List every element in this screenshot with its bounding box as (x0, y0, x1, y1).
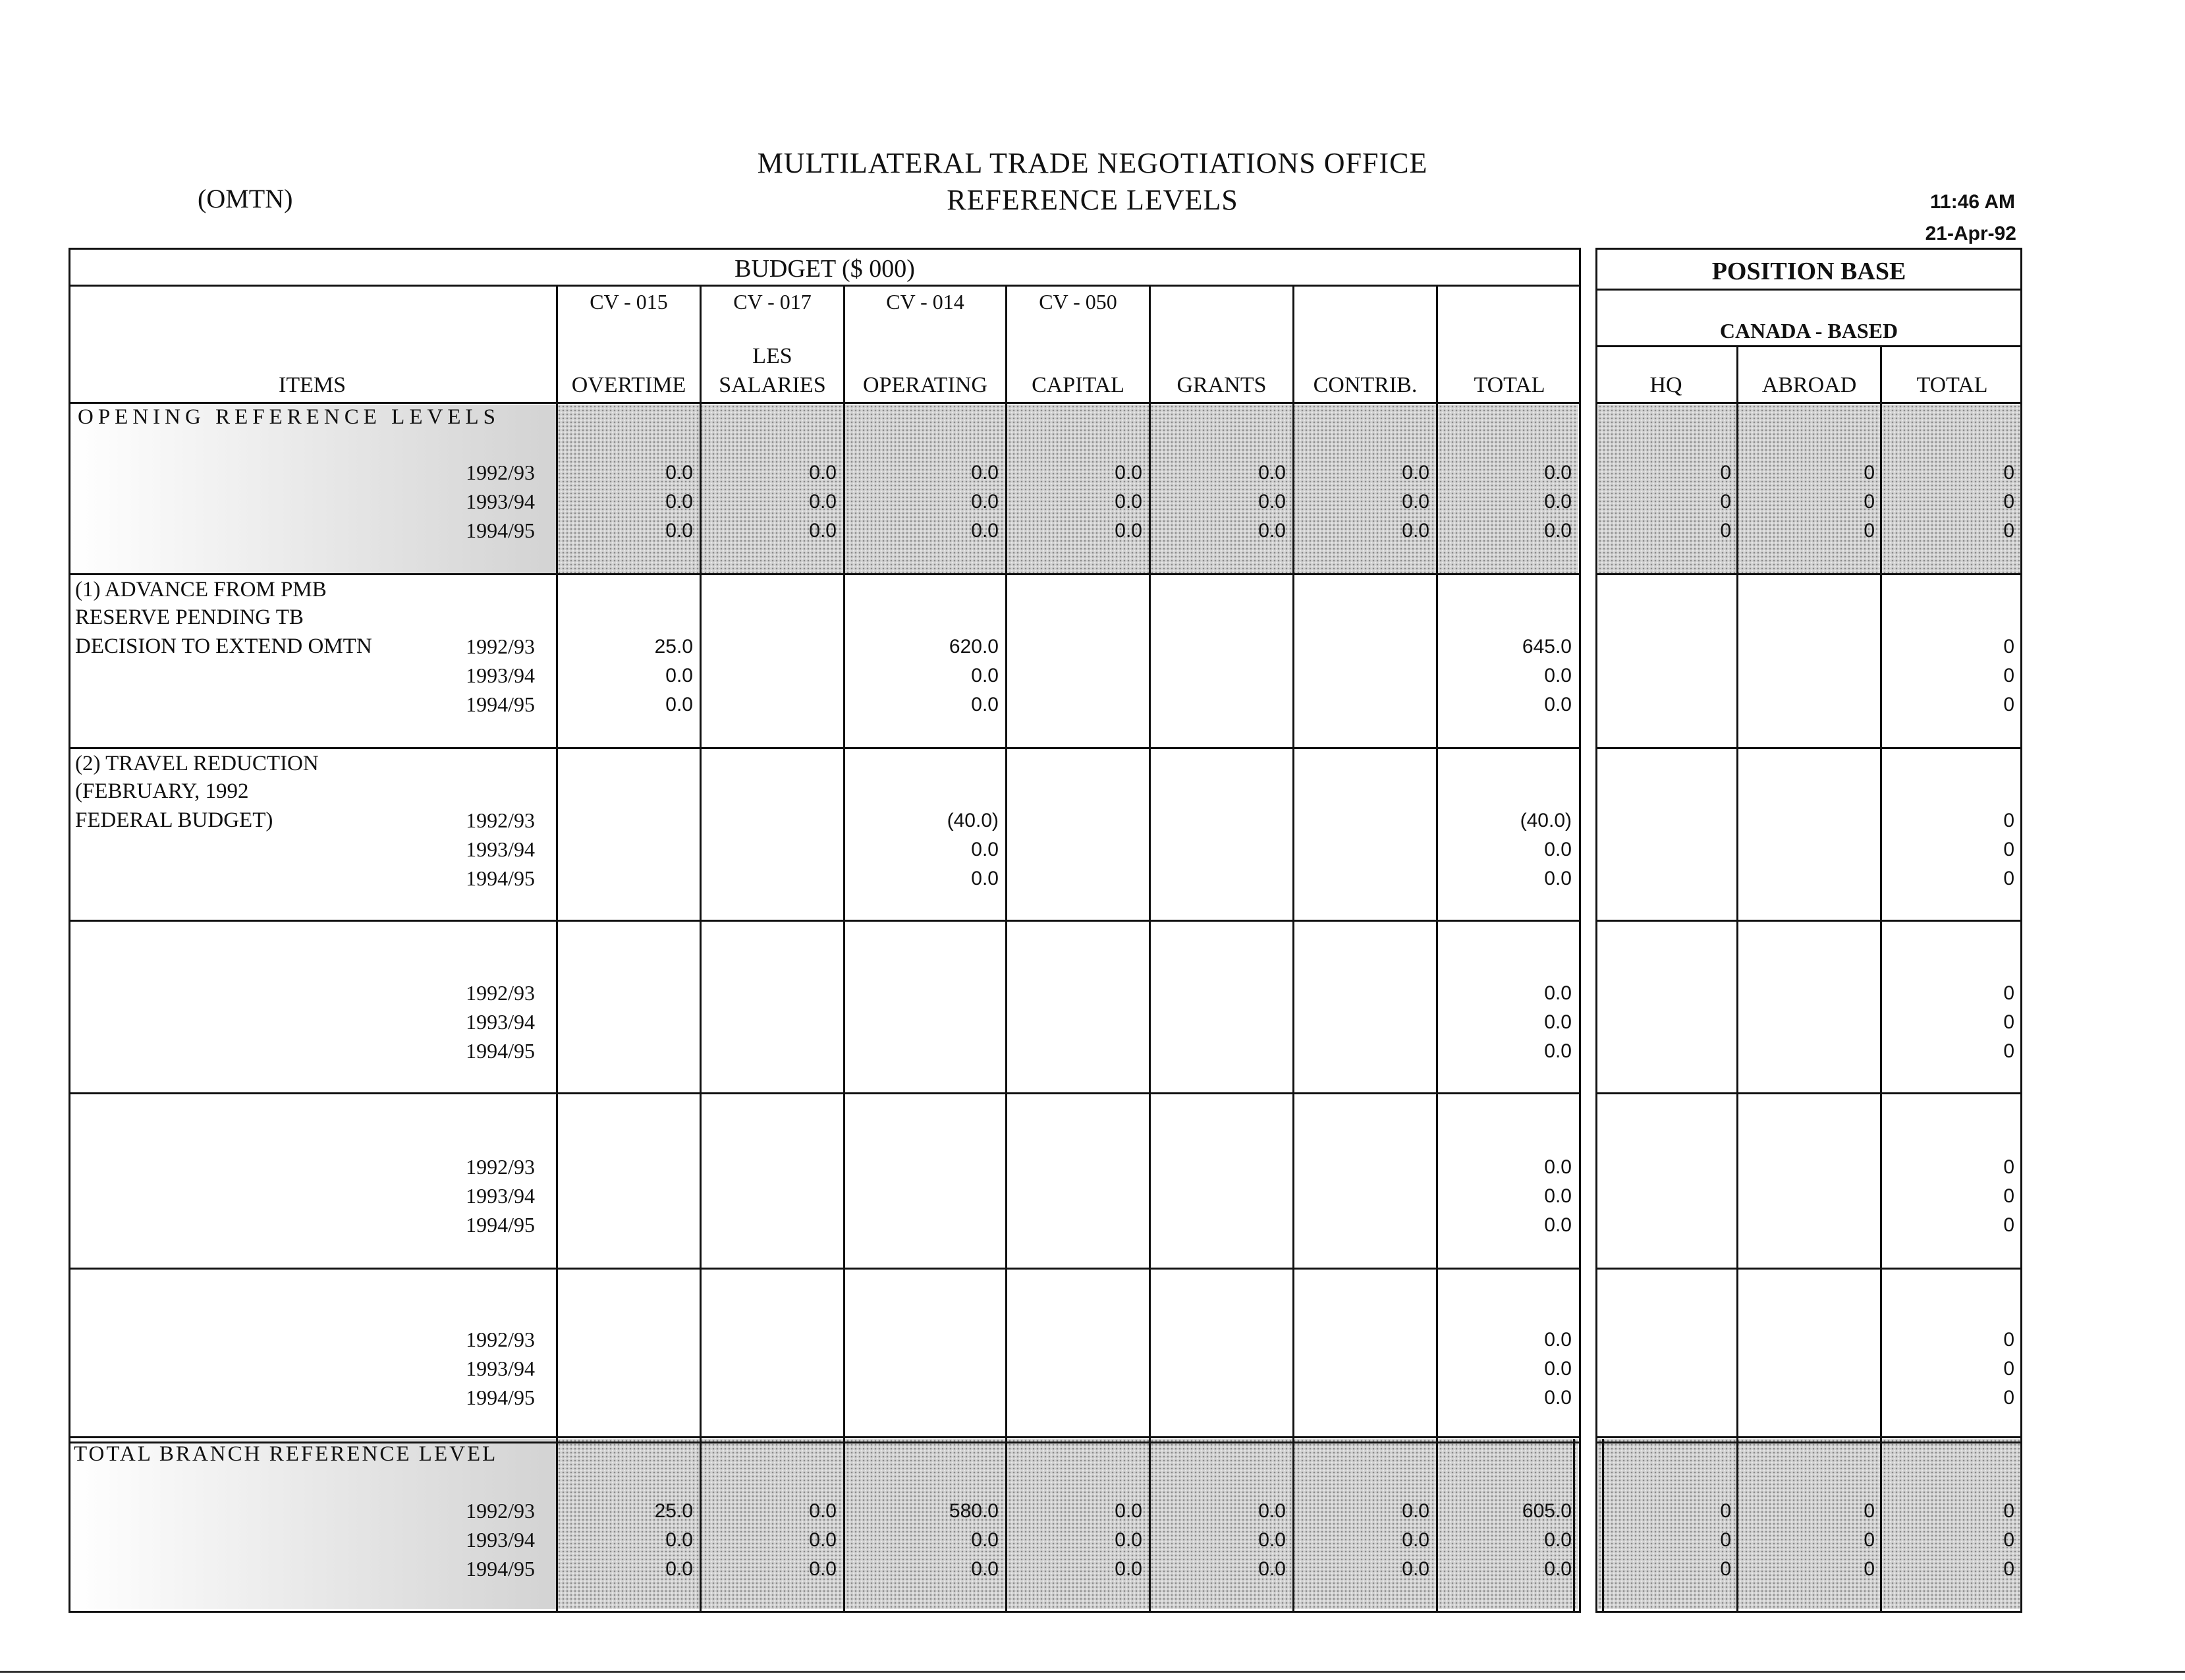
cell-value: 0.0 (1115, 462, 1142, 484)
section-2-label-line2: (FEBRUARY, 1992 (75, 779, 249, 803)
cell-value: 0.0 (809, 462, 837, 484)
cell-value: 0.0 (1402, 491, 1429, 513)
position-header: POSITION BASE (1711, 258, 1906, 285)
fiscal-year-label: 1994/95 (466, 692, 535, 716)
cell-value: 0 (2003, 462, 2014, 484)
col-pos-total: TOTAL (1916, 373, 1988, 397)
section-1-label-line1: (1) ADVANCE FROM PMB (75, 578, 327, 602)
section-1-label-line2: RESERVE PENDING TB (75, 605, 304, 629)
cell-value: 0.0 (809, 1529, 837, 1551)
cell-value: 0.0 (1402, 1529, 1429, 1551)
fiscal-year-label: 1993/94 (466, 1010, 535, 1034)
cell-value: 0.0 (665, 491, 693, 513)
cell-value: 0.0 (971, 694, 999, 715)
cell-value: 0 (2003, 665, 2014, 686)
cell-value: 0.0 (971, 491, 999, 513)
cell-value: 0 (1720, 1500, 1731, 1522)
cell-value: 0.0 (1115, 1500, 1142, 1522)
cell-value: 25.0 (654, 636, 693, 658)
cell-value: 0 (2003, 839, 2014, 860)
cell-value: 0 (2003, 810, 2014, 831)
cell-value: 0 (2003, 694, 2014, 715)
cell-value: 0 (2003, 868, 2014, 889)
fiscal-year-label: 1993/94 (466, 1357, 535, 1380)
section-opening-label: OPENING REFERENCE LEVELS (78, 405, 500, 429)
office-code: (OMTN) (198, 184, 293, 213)
cell-value: 0.0 (1258, 520, 1286, 542)
cell-value: 0 (2003, 1329, 2014, 1351)
cell-value: 0.0 (971, 1558, 999, 1580)
section-total-label: TOTAL BRANCH REFERENCE LEVEL (74, 1442, 498, 1466)
col-salaries: SALARIES (719, 373, 826, 397)
items-header: ITEMS (279, 373, 346, 397)
cell-value: 645.0 (1522, 636, 1572, 658)
cell-value: 0.0 (1115, 491, 1142, 513)
col-grants: GRANTS (1176, 373, 1267, 397)
fiscal-year-label: 1994/95 (466, 1557, 535, 1581)
cell-value: 0.0 (971, 1529, 999, 1551)
code-cv-014: CV - 014 (886, 290, 964, 314)
cell-value: 0.0 (1544, 839, 1572, 860)
cell-value: 620.0 (949, 636, 999, 658)
col-operating: OPERATING (863, 373, 987, 397)
section-2-label-line3: FEDERAL BUDGET) (75, 808, 273, 832)
cell-value: 0.0 (1544, 462, 1572, 484)
cell-value: 0 (2003, 1040, 2014, 1062)
cell-value: 0 (2003, 1358, 2014, 1380)
fiscal-year-label: 1992/93 (466, 808, 535, 832)
page-bottom-line (0, 1671, 2185, 1673)
cell-value: 0 (1864, 1529, 1875, 1551)
cell-value: 0.0 (1258, 1500, 1286, 1522)
cell-value: 0 (2003, 491, 2014, 513)
cell-value: 0 (1864, 462, 1875, 484)
cell-value: 0 (2003, 520, 2014, 542)
cell-value: 0 (1864, 1558, 1875, 1580)
cell-value: 0.0 (971, 462, 999, 484)
fiscal-year-label: 1994/95 (466, 1039, 535, 1063)
fiscal-year-label: 1993/94 (466, 1184, 535, 1208)
cell-value: 0 (2003, 1558, 2014, 1580)
cell-value: 0.0 (809, 491, 837, 513)
budget-header: BUDGET ($ 000) (734, 255, 915, 283)
cell-value: 0.0 (1544, 1529, 1572, 1551)
cell-value: 0.0 (809, 1500, 837, 1522)
document-title: MULTILATERAL TRADE NEGOTIATIONS OFFICE (757, 147, 1428, 179)
cell-value: 0 (1864, 491, 1875, 513)
fiscal-year-label: 1993/94 (466, 490, 535, 513)
cell-value: 0.0 (971, 839, 999, 860)
cell-value: 0.0 (1544, 1040, 1572, 1062)
cell-value: 605.0 (1522, 1500, 1572, 1522)
fiscal-year-label: 1994/95 (466, 1386, 535, 1409)
cell-value: 25.0 (654, 1500, 693, 1522)
cell-value: 0 (2003, 1529, 2014, 1551)
cell-value: 0.0 (1258, 491, 1286, 513)
cell-value: 0.0 (1544, 520, 1572, 542)
cell-value: 580.0 (949, 1500, 999, 1522)
cell-value: 0.0 (1402, 1500, 1429, 1522)
fiscal-year-label: 1994/95 (466, 518, 535, 542)
cell-value: 0.0 (1258, 1529, 1286, 1551)
cell-value: 0 (2003, 636, 2014, 658)
cell-value: 0.0 (1115, 1558, 1142, 1580)
col-total: TOTAL (1474, 373, 1545, 397)
fiscal-year-label: 1994/95 (466, 1213, 535, 1237)
cell-value: 0 (1720, 1558, 1731, 1580)
cell-value: 0.0 (1402, 1558, 1429, 1580)
cell-value: 0 (1720, 520, 1731, 542)
print-date: 21-Apr-92 (1925, 223, 2016, 244)
col-capital: CAPITAL (1032, 373, 1124, 397)
cell-value: 0 (2003, 982, 2014, 1004)
cell-value: 0.0 (665, 694, 693, 715)
cell-value: 0 (1720, 1529, 1731, 1551)
fiscal-year-label: 1992/93 (466, 1155, 535, 1179)
budget-table-frame (69, 248, 1581, 1613)
cell-value: 0.0 (1544, 982, 1572, 1004)
cell-value: 0 (1720, 462, 1731, 484)
cell-value: 0 (2003, 1185, 2014, 1207)
cell-value: 0.0 (1544, 491, 1572, 513)
section-1-label-line3: DECISION TO EXTEND OMTN (75, 634, 372, 658)
fiscal-year-label: 1993/94 (466, 1528, 535, 1552)
cell-value: 0.0 (1544, 1329, 1572, 1351)
cell-value: 0.0 (665, 665, 693, 686)
les-label: LES (752, 344, 792, 368)
cell-value: 0.0 (1544, 694, 1572, 715)
cell-value: 0.0 (665, 1558, 693, 1580)
code-cv-015: CV - 015 (590, 290, 668, 314)
cell-value: 0.0 (1115, 520, 1142, 542)
col-hq: HQ (1649, 373, 1682, 397)
cell-value: 0.0 (1544, 1156, 1572, 1178)
cell-value: 0.0 (665, 462, 693, 484)
print-time: 11:46 AM (1930, 191, 2015, 213)
cell-value: (40.0) (947, 810, 999, 831)
cell-value: 0 (2003, 1387, 2014, 1409)
fiscal-year-label: 1993/94 (466, 837, 535, 861)
cell-value: 0 (1864, 520, 1875, 542)
fiscal-year-label: 1992/93 (466, 1328, 535, 1351)
col-contrib: CONTRIB. (1313, 373, 1418, 397)
cell-value: (40.0) (1520, 810, 1572, 831)
code-cv-050: CV - 050 (1039, 290, 1117, 314)
fiscal-year-label: 1992/93 (466, 1499, 535, 1523)
document-subtitle: REFERENCE LEVELS (947, 184, 1238, 216)
cell-value: 0.0 (1402, 462, 1429, 484)
canada-based-header: CANADA - BASED (1719, 319, 1898, 343)
fiscal-year-label: 1994/95 (466, 866, 535, 890)
cell-value: 0.0 (1544, 1387, 1572, 1409)
fiscal-year-label: 1993/94 (466, 663, 535, 687)
fiscal-year-label: 1992/93 (466, 461, 535, 484)
cell-value: 0.0 (1544, 1011, 1572, 1033)
cell-value: 0.0 (971, 868, 999, 889)
cell-value: 0.0 (971, 520, 999, 542)
cell-value: 0 (1720, 491, 1731, 513)
cell-value: 0.0 (1544, 868, 1572, 889)
col-overtime: OVERTIME (571, 373, 686, 397)
cell-value: 0.0 (1402, 520, 1429, 542)
cell-value: 0.0 (809, 1558, 837, 1580)
cell-value: 0.0 (1544, 1558, 1572, 1580)
cell-value: 0.0 (1544, 1214, 1572, 1236)
code-cv-017: CV - 017 (733, 290, 812, 314)
cell-value: 0.0 (665, 1529, 693, 1551)
cell-value: 0.0 (1258, 1558, 1286, 1580)
cell-value: 0.0 (1258, 462, 1286, 484)
cell-value: 0.0 (1544, 665, 1572, 686)
cell-value: 0.0 (1115, 1529, 1142, 1551)
fiscal-year-label: 1992/93 (466, 634, 535, 658)
section-2-label-line1: (2) TRAVEL REDUCTION (75, 752, 319, 775)
cell-value: 0 (2003, 1214, 2014, 1236)
cell-value: 0 (1864, 1500, 1875, 1522)
cell-value: 0 (2003, 1011, 2014, 1033)
cell-value: 0.0 (665, 520, 693, 542)
cell-value: 0 (2003, 1156, 2014, 1178)
cell-value: 0 (2003, 1500, 2014, 1522)
cell-value: 0.0 (1544, 1185, 1572, 1207)
cell-value: 0.0 (1544, 1358, 1572, 1380)
col-abroad: ABROAD (1761, 373, 1857, 397)
fiscal-year-label: 1992/93 (466, 981, 535, 1005)
cell-value: 0.0 (809, 520, 837, 542)
cell-value: 0.0 (971, 665, 999, 686)
